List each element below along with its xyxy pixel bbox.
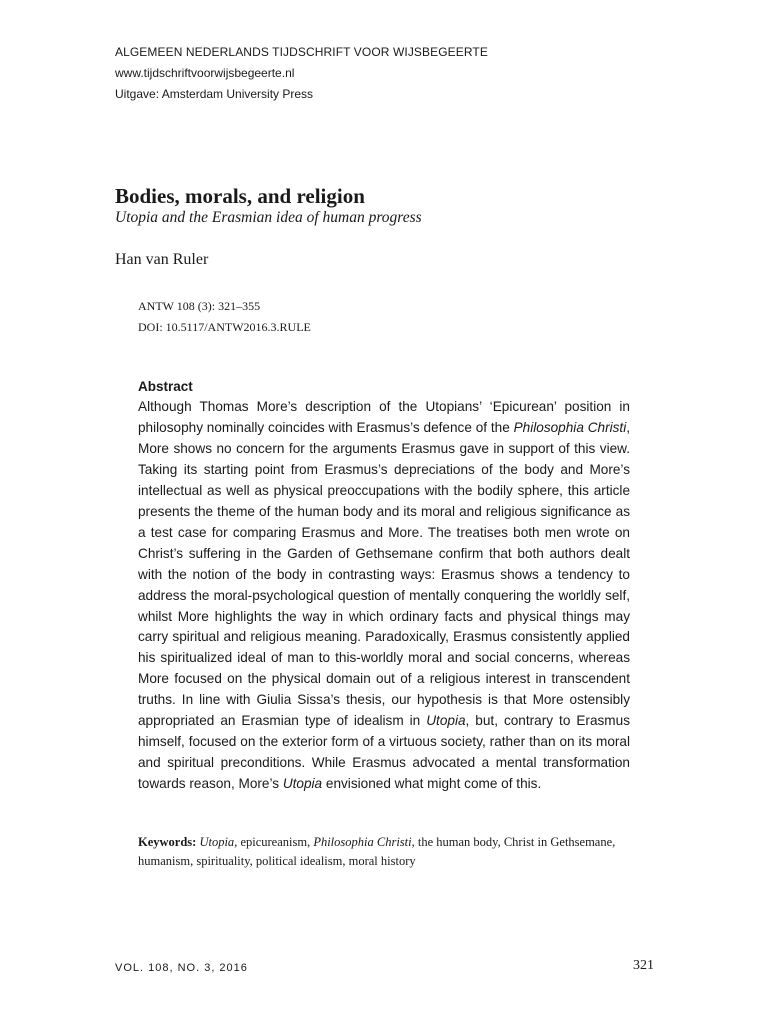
article-author: Han van Ruler: [115, 251, 209, 268]
keyword-text: , epicureanism,: [234, 835, 314, 849]
abstract-text: , but, contrary to Erasmus himself, focused on the exterior form of a virtuous society, rather than on its moral and spiritual preconditions. While Erasmus advocated a mental transformation towards reason, More’s: [138, 713, 630, 792]
journal-header: [115, 44, 488, 102]
article-meta: [138, 296, 311, 338]
journal-url[interactable]: www.tijdschriftvoorwijsbegeerte.nl: [115, 66, 295, 80]
abstract: [138, 376, 630, 795]
page-number: 321: [633, 958, 654, 973]
doi[interactable]: DOI: 10.5117/ANTW2016.3.RULE: [138, 320, 311, 334]
article-subtitle: Utopia and the Erasmian idea of human progress: [115, 209, 422, 226]
keyword-text: , the human body, Christ in Gethsemane, humanism, spirituality, political idealism, moral history: [138, 835, 616, 868]
keyword: Philosophia Christi: [313, 835, 412, 849]
journal-publisher: Uitgave: Amsterdam University Press: [115, 87, 314, 101]
abstract-text: Although Thomas More’s description of the Utopians’ ‘Epicurean’ position in philosophy nominally coincides with Erasmus’s defence of the: [138, 399, 630, 435]
keyword: Utopia: [199, 835, 235, 849]
keywords: [138, 833, 630, 871]
abstract-emphasis: Philosophia Christi: [513, 419, 627, 435]
citation: ANTW 108 (3): 321–355: [138, 299, 261, 313]
abstract-body: [138, 397, 630, 795]
abstract-text: envisioned what might come of this.: [322, 776, 542, 792]
footer-volume: VOL. 108, NO. 3, 2016: [115, 962, 248, 974]
abstract-emphasis: Utopia: [282, 776, 323, 792]
journal-name: ALGEMEEN NEDERLANDS TIJDSCHRIFT VOOR WIJSBEGEERTE: [115, 45, 488, 59]
abstract-emphasis: Utopia: [426, 713, 466, 729]
abstract-text: , More shows no concern for the arguments Erasmus gave in support of this view. Taking its starting point from Erasmus’s depreciations of the body and More’s intellectual as well as physical preoccupations with the bodily sphere, this article presents the theme of the human body and its moral and religious significance as a test case for comparing Erasmus and More. The treatises both men wrote on Christ’s suffering in the Garden of Gethsemane confirm that both authors dealt with the notion of the body in contrasting ways: Erasmus shows a tendency to address the moral-psychological question of mentally conquering the worldly self, whilst More highlights the way in which ordinary facts and physical things may carry spiritual and religious meaning. Paradoxically, Erasmus consistently applied his spiritualized ideal of man to this-worldly moral and social concerns, whereas More focused on the physical domain out of a religious interest in transcendent truths. In line with Giulia Sissa’s thesis, our hypothesis is that More ostensibly appropriated an Erasmian type of idealism in: [138, 419, 630, 729]
keywords-label: Keywords:: [138, 835, 197, 849]
article-title: Bodies, morals, and religion: [115, 184, 365, 208]
abstract-heading: Abstract: [138, 379, 193, 394]
